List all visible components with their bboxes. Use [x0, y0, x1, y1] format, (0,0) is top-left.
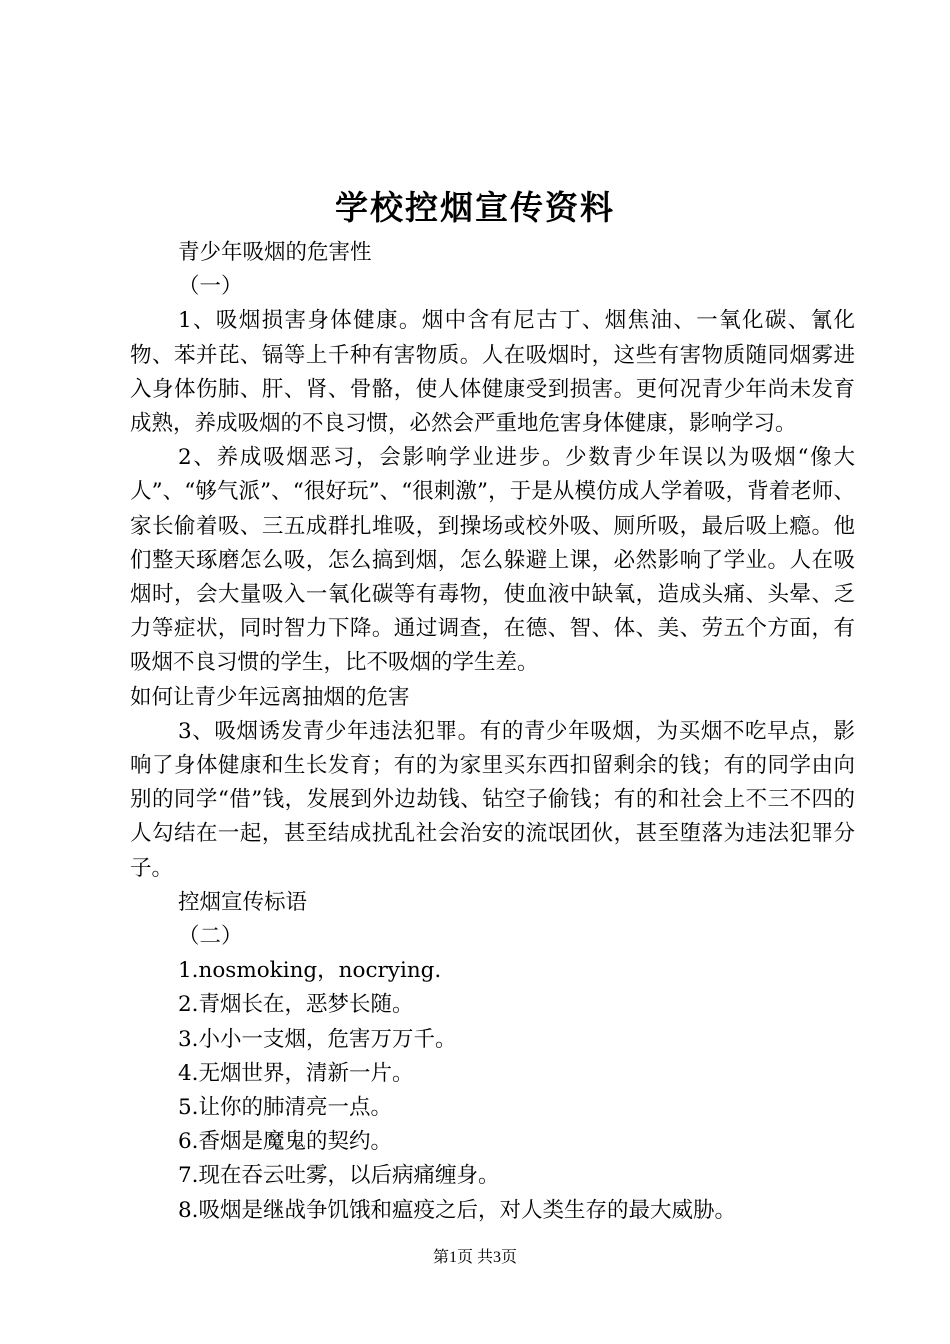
slogan-item: 4.无烟世界，清新一片。 — [178, 1060, 414, 1086]
slogan-item: 5.让你的肺清亮一点。 — [178, 1095, 393, 1121]
slogan-item: 2.青烟长在，恶梦长随。 — [178, 992, 414, 1018]
paragraph-1: 1、吸烟损害身体健康。烟中含有尼古丁、烟焦油、一氧化碳、氰化物、苯并芘、镉等上千种有害物质。人在吸烟时，这些有害物质随同烟雾进入身体伤肺、肝、肾、骨骼，使人体健康受到损害。更何况青少年尚未发育成熟，养成吸烟的不良习惯，必然会严重地危害身体健康，影响学习。 — [130, 308, 855, 437]
inline-heading: 如何让青少年远离抽烟的危害 — [130, 684, 410, 710]
document-body — [130, 236, 855, 1228]
page-footer: 第1页 共3页 — [432, 1249, 517, 1266]
section2-heading: 控烟宣传标语 — [178, 889, 308, 915]
slogan-item: 7.现在吞云吐雾，以后病痛缠身。 — [178, 1163, 500, 1189]
slogan-list — [130, 954, 855, 1228]
slogan-item: 3.小小一支烟，危害万万千。 — [178, 1026, 457, 1052]
paragraph-3: 3、吸烟诱发青少年违法犯罪。有的青少年吸烟，为买烟不吃早点，影响了身体健康和生长发育；有的为家里买东西扣留剩余的钱；有的同学由向别的同学“借”钱，发展到外边劫钱、钻空子偷钱；有的和社会上不三不四的人勾结在一起，甚至结成扰乱社会治安的流氓团伙，甚至堕落为违法犯罪分子。 — [130, 718, 855, 881]
section1-number: （一） — [178, 274, 243, 300]
paragraph-2: 2、养成吸烟恶习，会影响学业进步。少数青少年误以为吸烟“像大人”、“够气派”、“很好玩”、“很刺激”，于是从模仿成人学着吸，背着老师、家长偷着吸、三五成群扎堆吸，到操场或校外吸、厕所吸，最后吸上瘾。他们整天琢磨怎么吸，怎么搞到烟，怎么躲避上课，必然影响了学业。人在吸烟时，会大量吸入一氧化碳等有毒物，使血液中缺氧，造成头痛、头晕、乏力等症状，同时智力下降。通过调查，在德、智、体、美、劳五个方面，有吸烟不良习惯的学生，比不吸烟的学生差。 — [130, 445, 855, 676]
slogan-item: 6.香烟是魔鬼的契约。 — [178, 1129, 393, 1155]
slogan-item: 1.nosmoking，nocrying. — [178, 958, 442, 984]
section2-number: （二） — [178, 924, 243, 950]
slogan-item: 8.吸烟是继战争饥饿和瘟疫之后，对人类生存的最大威胁。 — [178, 1197, 737, 1223]
section1-heading: 青少年吸烟的危害性 — [178, 240, 372, 265]
document-title: 学校控烟宣传资料 — [335, 188, 615, 227]
